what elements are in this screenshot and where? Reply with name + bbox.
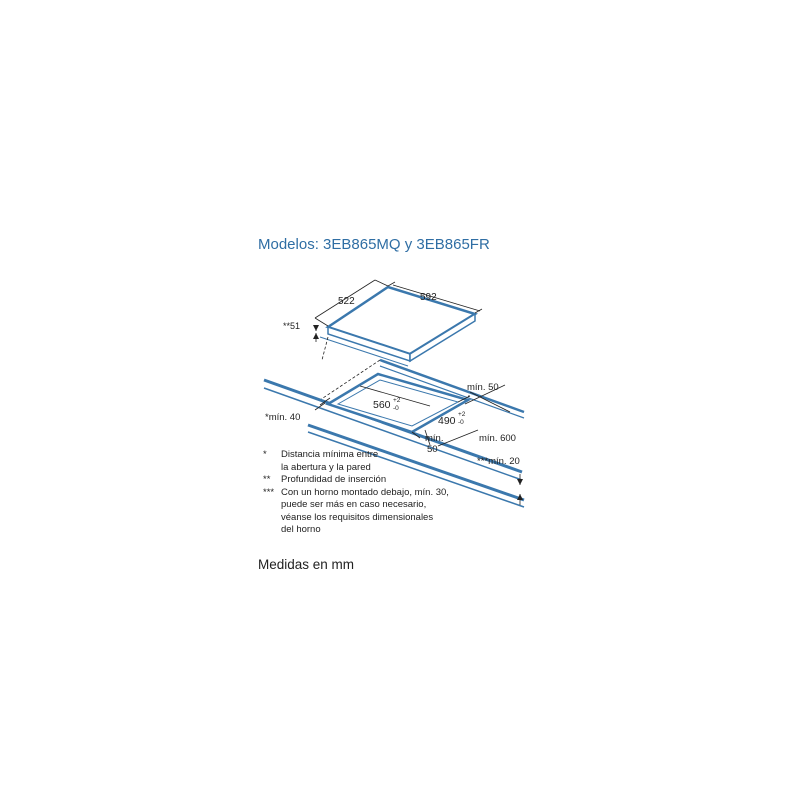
dim-cutout-depth-tol-bottom: -0 — [458, 419, 464, 426]
dim-min-wall: *mín. 40 — [265, 412, 301, 423]
footnote — [263, 449, 449, 474]
footnote-line: puede ser más en caso necesario, — [281, 499, 427, 510]
dim-min-front-2: 50 — [427, 444, 438, 455]
footnote — [263, 487, 449, 537]
dim-cutout-width-tol-bottom: -0 — [393, 405, 399, 412]
footnote-line: Profundidad de inserción — [281, 474, 387, 485]
footnote — [263, 474, 449, 487]
dim-cutout-width: 560 — [373, 399, 391, 411]
diagram-title: Modelos: 3EB865MQ y 3EB865FR — [258, 236, 490, 253]
footnote-line: del horno — [281, 524, 321, 535]
footnote-mark: *** — [263, 486, 275, 498]
footnote-line: la abertura y la pared — [281, 461, 371, 473]
dim-min-oven: ***mín. 20 — [477, 456, 520, 467]
dim-depth: 522 — [338, 296, 355, 307]
dim-min-front-1: mín. — [425, 433, 444, 444]
footnote-mark: ** — [263, 474, 271, 485]
dim-cutout-depth: 490 — [438, 415, 456, 427]
footnote-line: Con un horno montado debajo, mín. 30, — [281, 486, 449, 498]
units-label: Medidas en mm — [258, 557, 355, 572]
footnote-mark: * — [263, 449, 267, 460]
dim-min-counter: mín. 600 — [479, 433, 516, 444]
dim-min-back: mín. 50 — [467, 382, 499, 393]
dim-cutout-width-tol-top: +2 — [393, 397, 401, 404]
footnotes — [263, 449, 449, 537]
footnote-line: Distancia mínima entre — [281, 449, 379, 460]
dim-cutout-depth-tol-top: +2 — [458, 411, 466, 418]
dim-width: 592 — [420, 292, 437, 303]
dim-insertion-depth: **51 — [283, 321, 301, 331]
footnote-line: véanse los requisitos dimensionales — [281, 511, 434, 523]
